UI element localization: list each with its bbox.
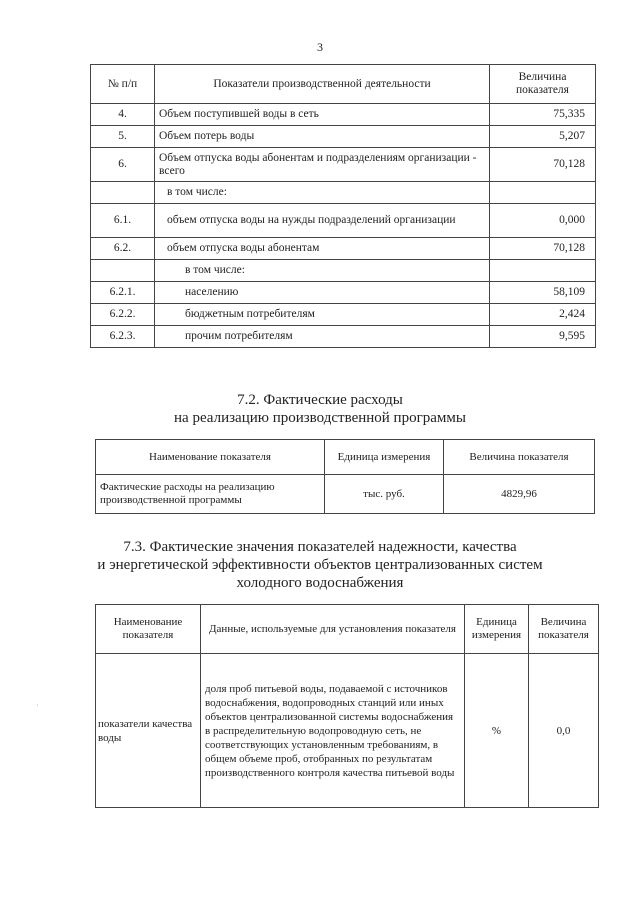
reliability-table	[95, 604, 599, 808]
table-row	[91, 148, 596, 182]
row-num: 5.	[91, 126, 155, 148]
section-3-title-line-3: холодного водоснабжения	[236, 575, 404, 591]
header-value: Величина показателя	[529, 605, 599, 654]
row-name: Фактические расходы на реализацию производственной программы	[96, 475, 325, 514]
table-row	[96, 475, 595, 514]
row-name: в том числе:	[155, 182, 490, 204]
row-value: 70,128	[490, 238, 596, 260]
table-row	[91, 238, 596, 260]
header-num: № п/п	[91, 65, 155, 104]
row-name: Объем отпуска воды абонентам и подразделениям организации - всего	[155, 148, 490, 182]
row-num: 6.1.	[91, 204, 155, 238]
row-value: 2,424	[490, 304, 596, 326]
production-indicators-table	[90, 64, 596, 348]
table-header-row	[91, 65, 596, 104]
row-num: 6.	[91, 148, 155, 182]
row-value	[490, 260, 596, 282]
row-name: прочим потребителям	[155, 326, 490, 348]
row-unit: %	[465, 654, 529, 808]
table-row	[91, 104, 596, 126]
section-3-title-line-1: 7.3. Фактические значения показателей надежности, качества	[123, 539, 517, 555]
table-row	[91, 126, 596, 148]
section-2-title-line-2: на реализацию производственной программы	[174, 410, 466, 426]
section-2-title-line-1: 7.2. Фактические расходы	[237, 392, 403, 408]
header-value: Величина показателя	[444, 440, 595, 475]
row-value: 9,595	[490, 326, 596, 348]
row-num: 6.2.3.	[91, 326, 155, 348]
table-row	[91, 260, 596, 282]
table-row	[91, 282, 596, 304]
row-name: Объем потерь воды	[155, 126, 490, 148]
expenses-table	[95, 439, 595, 514]
header-value: Величина показателя	[490, 65, 596, 104]
row-num: 6.2.1.	[91, 282, 155, 304]
row-data: доля проб питьевой воды, подаваемой с источников водоснабжения, водопроводных станций или иных объектов централизованной системы водоснабжения в распределительную водопроводную сеть, не соответствующих установленным требованиям, в общем объеме проб, отобранных по результатам производственного контроля качества питьевой воды	[201, 654, 465, 808]
row-value	[490, 182, 596, 204]
row-value: 75,335	[490, 104, 596, 126]
header-indicator: Показатели производственной деятельности	[155, 65, 490, 104]
header-name: Наименование показателя	[96, 605, 201, 654]
row-name: объем отпуска воды абонентам	[155, 238, 490, 260]
table-row	[91, 182, 596, 204]
row-unit: тыс. руб.	[325, 475, 444, 514]
row-value: 0,0	[529, 654, 599, 808]
row-name: бюджетным потребителям	[155, 304, 490, 326]
row-name: Объем поступившей воды в сеть	[155, 104, 490, 126]
table-row	[91, 304, 596, 326]
row-value: 4829,96	[444, 475, 595, 514]
page-number: 3	[317, 40, 323, 54]
row-num	[91, 260, 155, 282]
header-unit: Единица измерения	[325, 440, 444, 475]
table-header-row	[96, 440, 595, 475]
row-num: 4.	[91, 104, 155, 126]
header-unit: Единица измерения	[465, 605, 529, 654]
row-value: 70,128	[490, 148, 596, 182]
row-num: 6.2.2.	[91, 304, 155, 326]
row-value: 58,109	[490, 282, 596, 304]
margin-mark: ·	[36, 701, 39, 710]
header-data: Данные, используемые для установления показателя	[201, 605, 465, 654]
table-row	[96, 654, 599, 808]
row-value: 0,000	[490, 204, 596, 238]
table-row	[91, 326, 596, 348]
row-name: объем отпуска воды на нужды подразделений организации	[155, 204, 490, 238]
row-name: показатели качества воды	[96, 654, 201, 808]
table-header-row	[96, 605, 599, 654]
section-3-title-line-2: и энергетической эффективности объектов централизованных систем	[97, 557, 543, 573]
table-row	[91, 204, 596, 238]
row-num: 6.2.	[91, 238, 155, 260]
header-name: Наименование показателя	[96, 440, 325, 475]
row-value: 5,207	[490, 126, 596, 148]
row-name: населению	[155, 282, 490, 304]
row-name: в том числе:	[155, 260, 490, 282]
row-num	[91, 182, 155, 204]
